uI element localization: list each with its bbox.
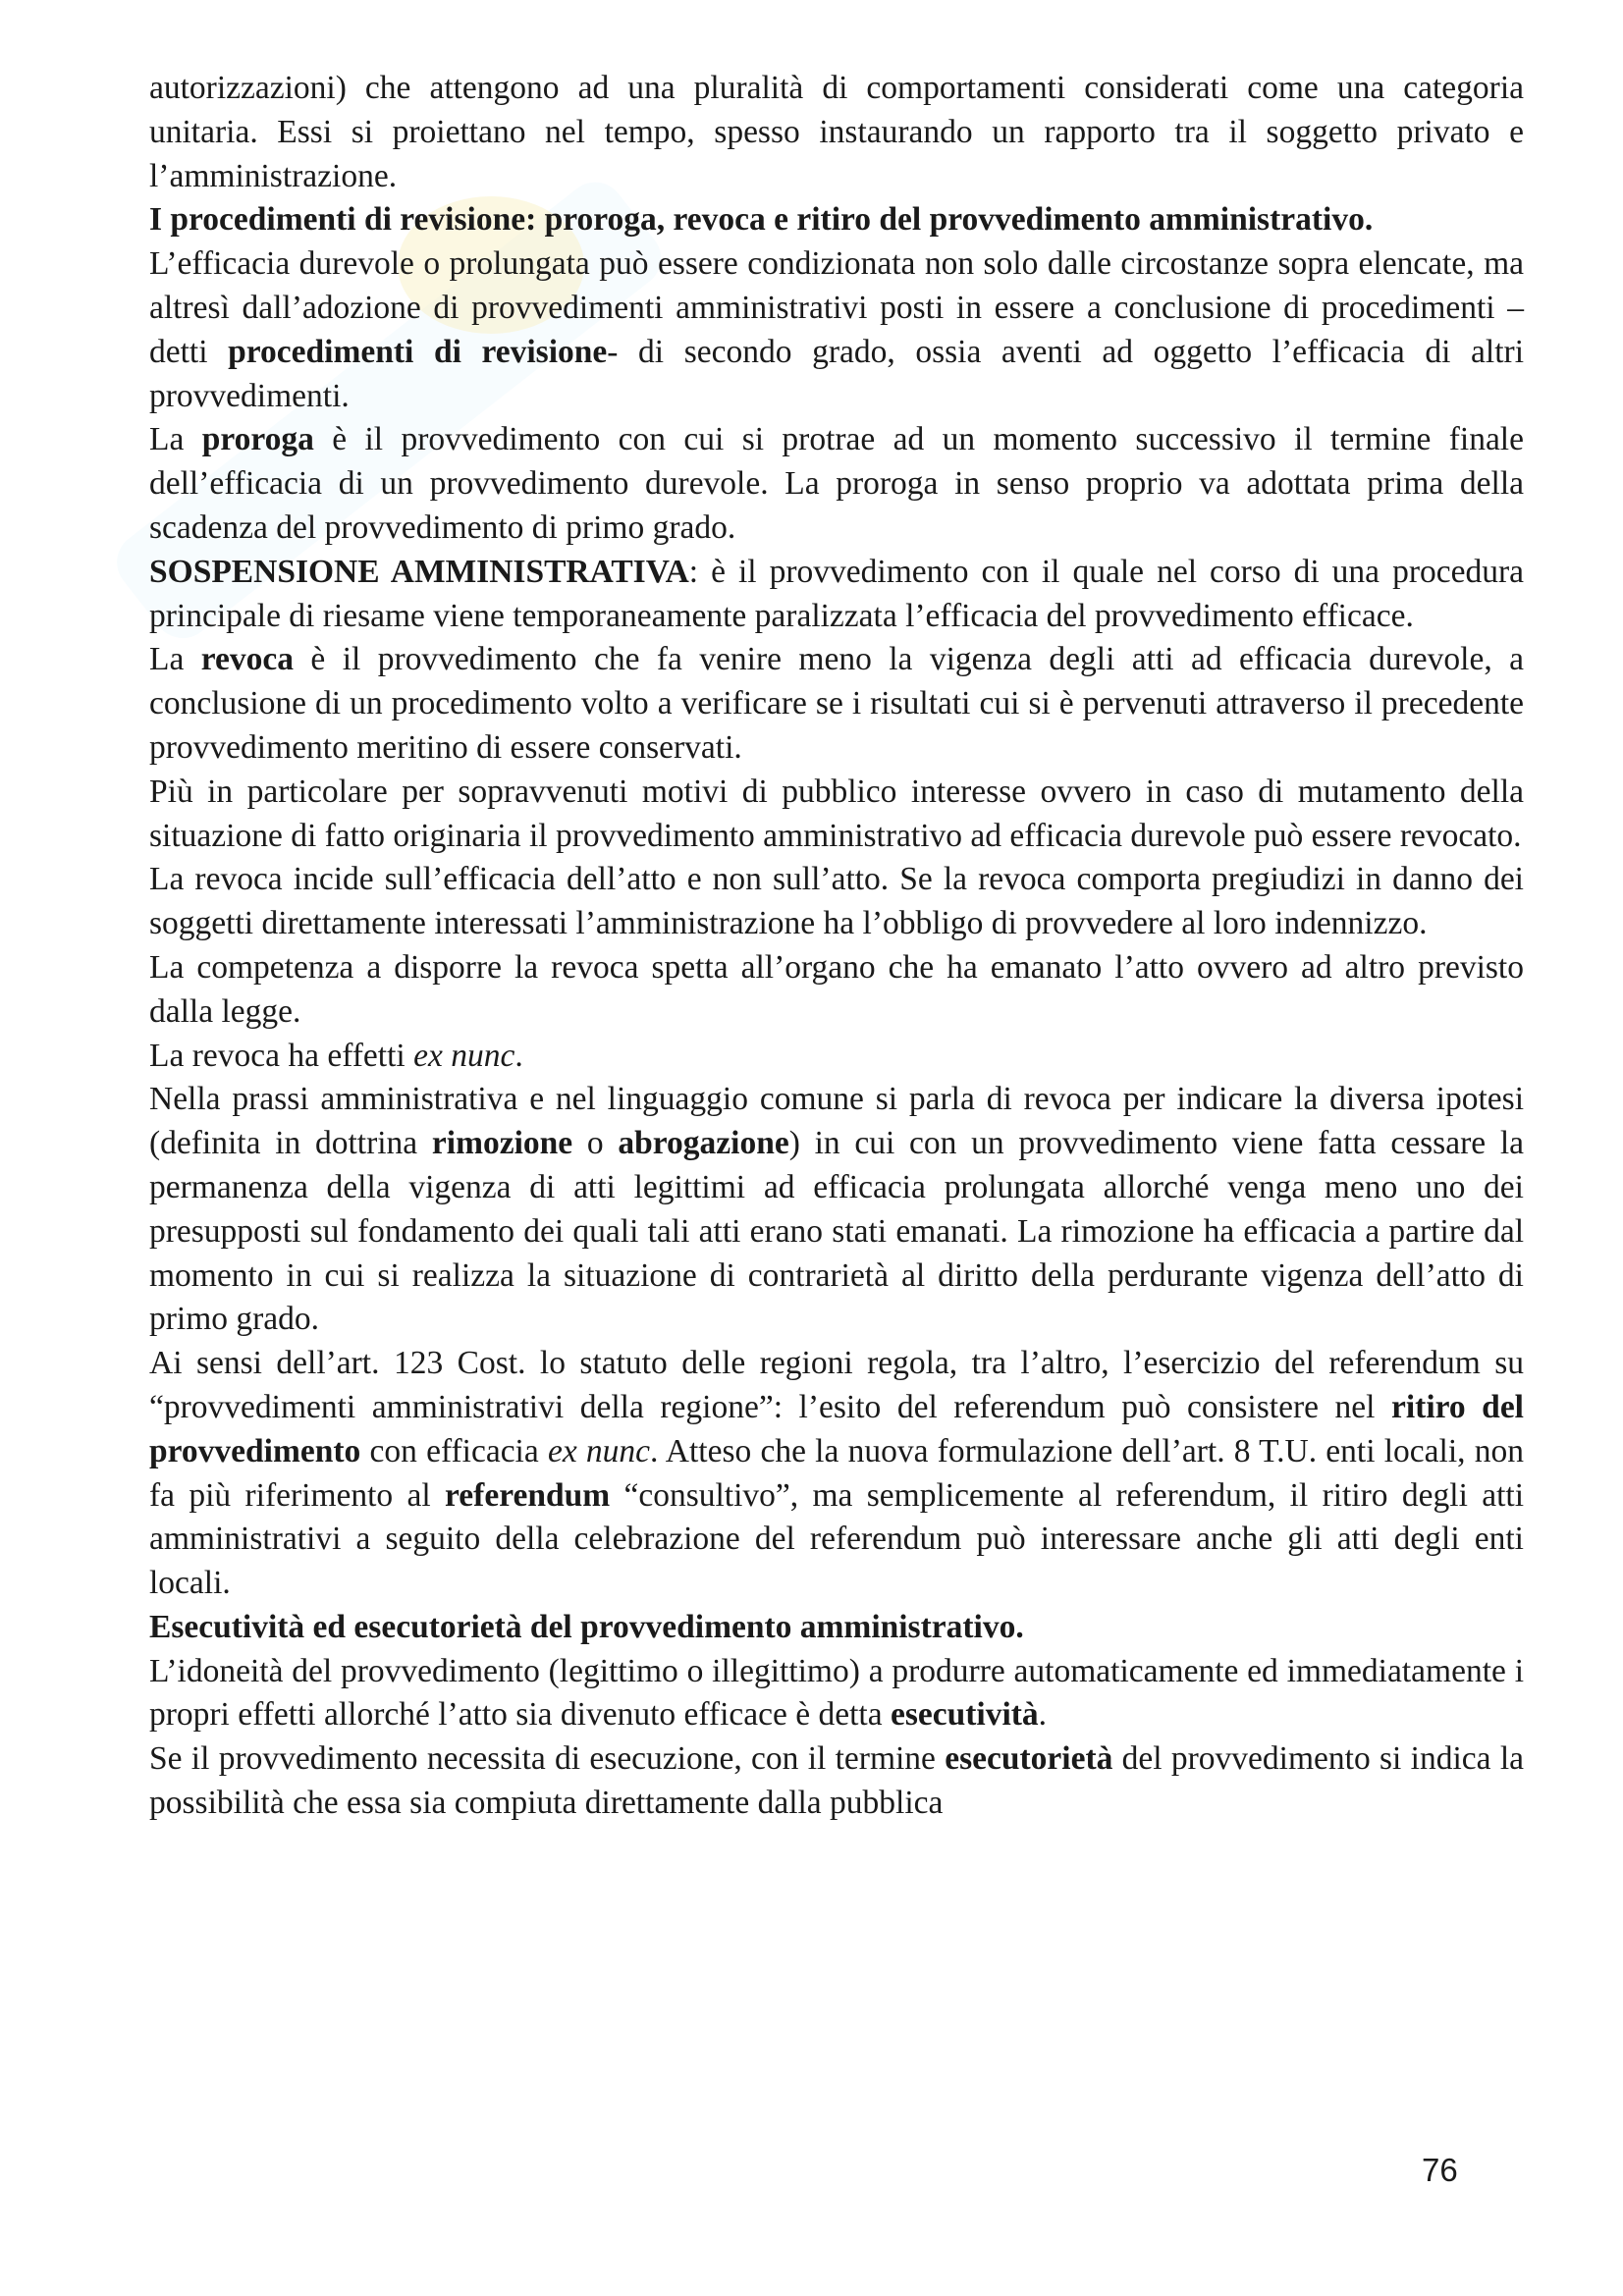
paragraph-rimozione: Nella prassi amministrativa e nel linguaggio comune si parla di revoca per indicare la diversa ipotesi (definita in dottrina rimozione o abrogazione) in cui con un provvedimento viene fatta cessare la permanenza della vigenza di atti legittimi ad efficacia prolungata allorché venga meno uno dei presupposti sul fondamento dei quali tali atti erano stati emanati. La rimozione ha efficacia a partire dal momento in cui si realizza la situazione di contrarietà al diritto della perdurante vigenza dell’atto di primo grado. [149,1081,1524,1338]
term-revoca: revoca [200,641,295,678]
term-procedimenti-di-revisione: procedimenti di revisione [228,333,608,370]
paragraph-efficacia-durevole: L’efficacia durevole o prolungata può essere condizionata non solo dalle circostanze sopra elencate, ma altresì dall’adozione di provvedimenti amministrativi posti in essere a conclusione di procedimenti – detti procedimenti di revisione- di secondo grado, ossia aventi ad oggetto l’efficacia di altri provvedimenti. [149,245,1525,414]
page-number: 76 [1422,2152,1458,2188]
term-esecutivita: esecutività [890,1696,1039,1734]
paragraph-competenza: La competenza a disporre la revoca spetta all’organo che ha emanato l’atto ovvero ad altro previsto dalla legge. [149,948,1524,1030]
paragraph-sospensione: SOSPENSIONE AMMINISTRATIVA: è il provvedimento con il quale nel corso di una procedura principale di riesame viene temporaneamente paralizzata l’efficacia del provvedimento efficace. [149,553,1524,634]
paragraph-revoca: La revoca è il provvedimento che fa venire meno la vigenza degli atti ad efficacia durevole, a conclusione di un procedimento volto a verificare se i risultati cui si è pervenuti attraverso il precedente provvedimento meritino di essere conservati. [149,641,1524,766]
term-ex-nunc: ex nunc [413,1037,515,1074]
section-heading-esecutivita: Esecutività ed esecutorietà del provvedimento amministrativo. [149,1608,1024,1645]
term-esecutorieta: esecutorietà [945,1740,1113,1778]
term-referendum: referendum [445,1476,611,1514]
paragraph-sopravvenuti-motivi: Più in particolare per sopravvenuti motivi di pubblico interesse ovvero in caso di mutamento della situazione di fatto originaria il provvedimento amministrativo ad efficacia durevole può essere revocato. [149,773,1524,854]
document-page [149,67,1524,1826]
term-sospensione-amministrativa: SOSPENSIONE AMMINISTRATIVA [149,553,689,590]
paragraph-referendum: Ai sensi dell’art. 123 Cost. lo statuto delle regioni regola, tra l’altro, l’esercizio del referendum su “provvedimenti amministrativi della regione”: l’esito del referendum può consistere nel ritiro del provvedimento con efficacia ex nunc. Atteso che la nuova formulazione dell’art. 8 T.U. enti locali, non fa più riferimento al referendum “consultivo”, ma semplicemente al referendum, il ritiro degli atti amministrativi a seguito della celebrazione del referendum può interessare anche gli atti degli enti locali. [149,1345,1524,1602]
paragraph-ex-nunc: La revoca ha effetti ex nunc. [149,1037,523,1074]
term-abrogazione: abrogazione [618,1125,789,1162]
paragraph-esecutorieta: Se il provvedimento necessita di esecuzione, con il termine esecutorietà del provvedimento si indica la possibilità che essa sia compiuta direttamente dalla pubblica [149,1740,1524,1822]
paragraph-intro-continuation: autorizzazioni) che attengono ad una pluralità di comportamenti considerati come una categoria unitaria. Essi si proiettano nel tempo, spesso instaurando un rapporto tra il soggetto privato e l’amministrazione. [149,70,1524,194]
term-rimozione: rimozione [431,1125,573,1162]
paragraph-esecutivita: L’idoneità del provvedimento (legittimo o illegittimo) a produrre automaticamente ed immediatamente i propri effetti allorché l’atto sia divenuto efficace è detta esecutività. [149,1652,1524,1734]
term-proroga: proroga [201,421,314,458]
paragraph-revoca-efficacia: La revoca incide sull’efficacia dell’atto e non sull’atto. Se la revoca comporta pregiudizi in danno dei soggetti direttamente interessati l’amministrazione ha l’obbligo di provvedere al loro indennizzo. [149,861,1524,942]
term-ritiro-del-provvedimento: ritiro del provvedimento [149,1388,1524,1469]
term-ex-nunc-2: ex nunc [547,1432,651,1469]
section-heading-revisione: I procedimenti di revisione: proroga, revoca e ritiro del provvedimento amministrativo. [149,201,1374,239]
paragraph-proroga: La proroga è il provvedimento con cui si protrae ad un momento successivo il termine finale dell’efficacia di un provvedimento durevole. La proroga in senso proprio va adottata prima della scadenza del provvedimento di primo grado. [149,421,1524,546]
